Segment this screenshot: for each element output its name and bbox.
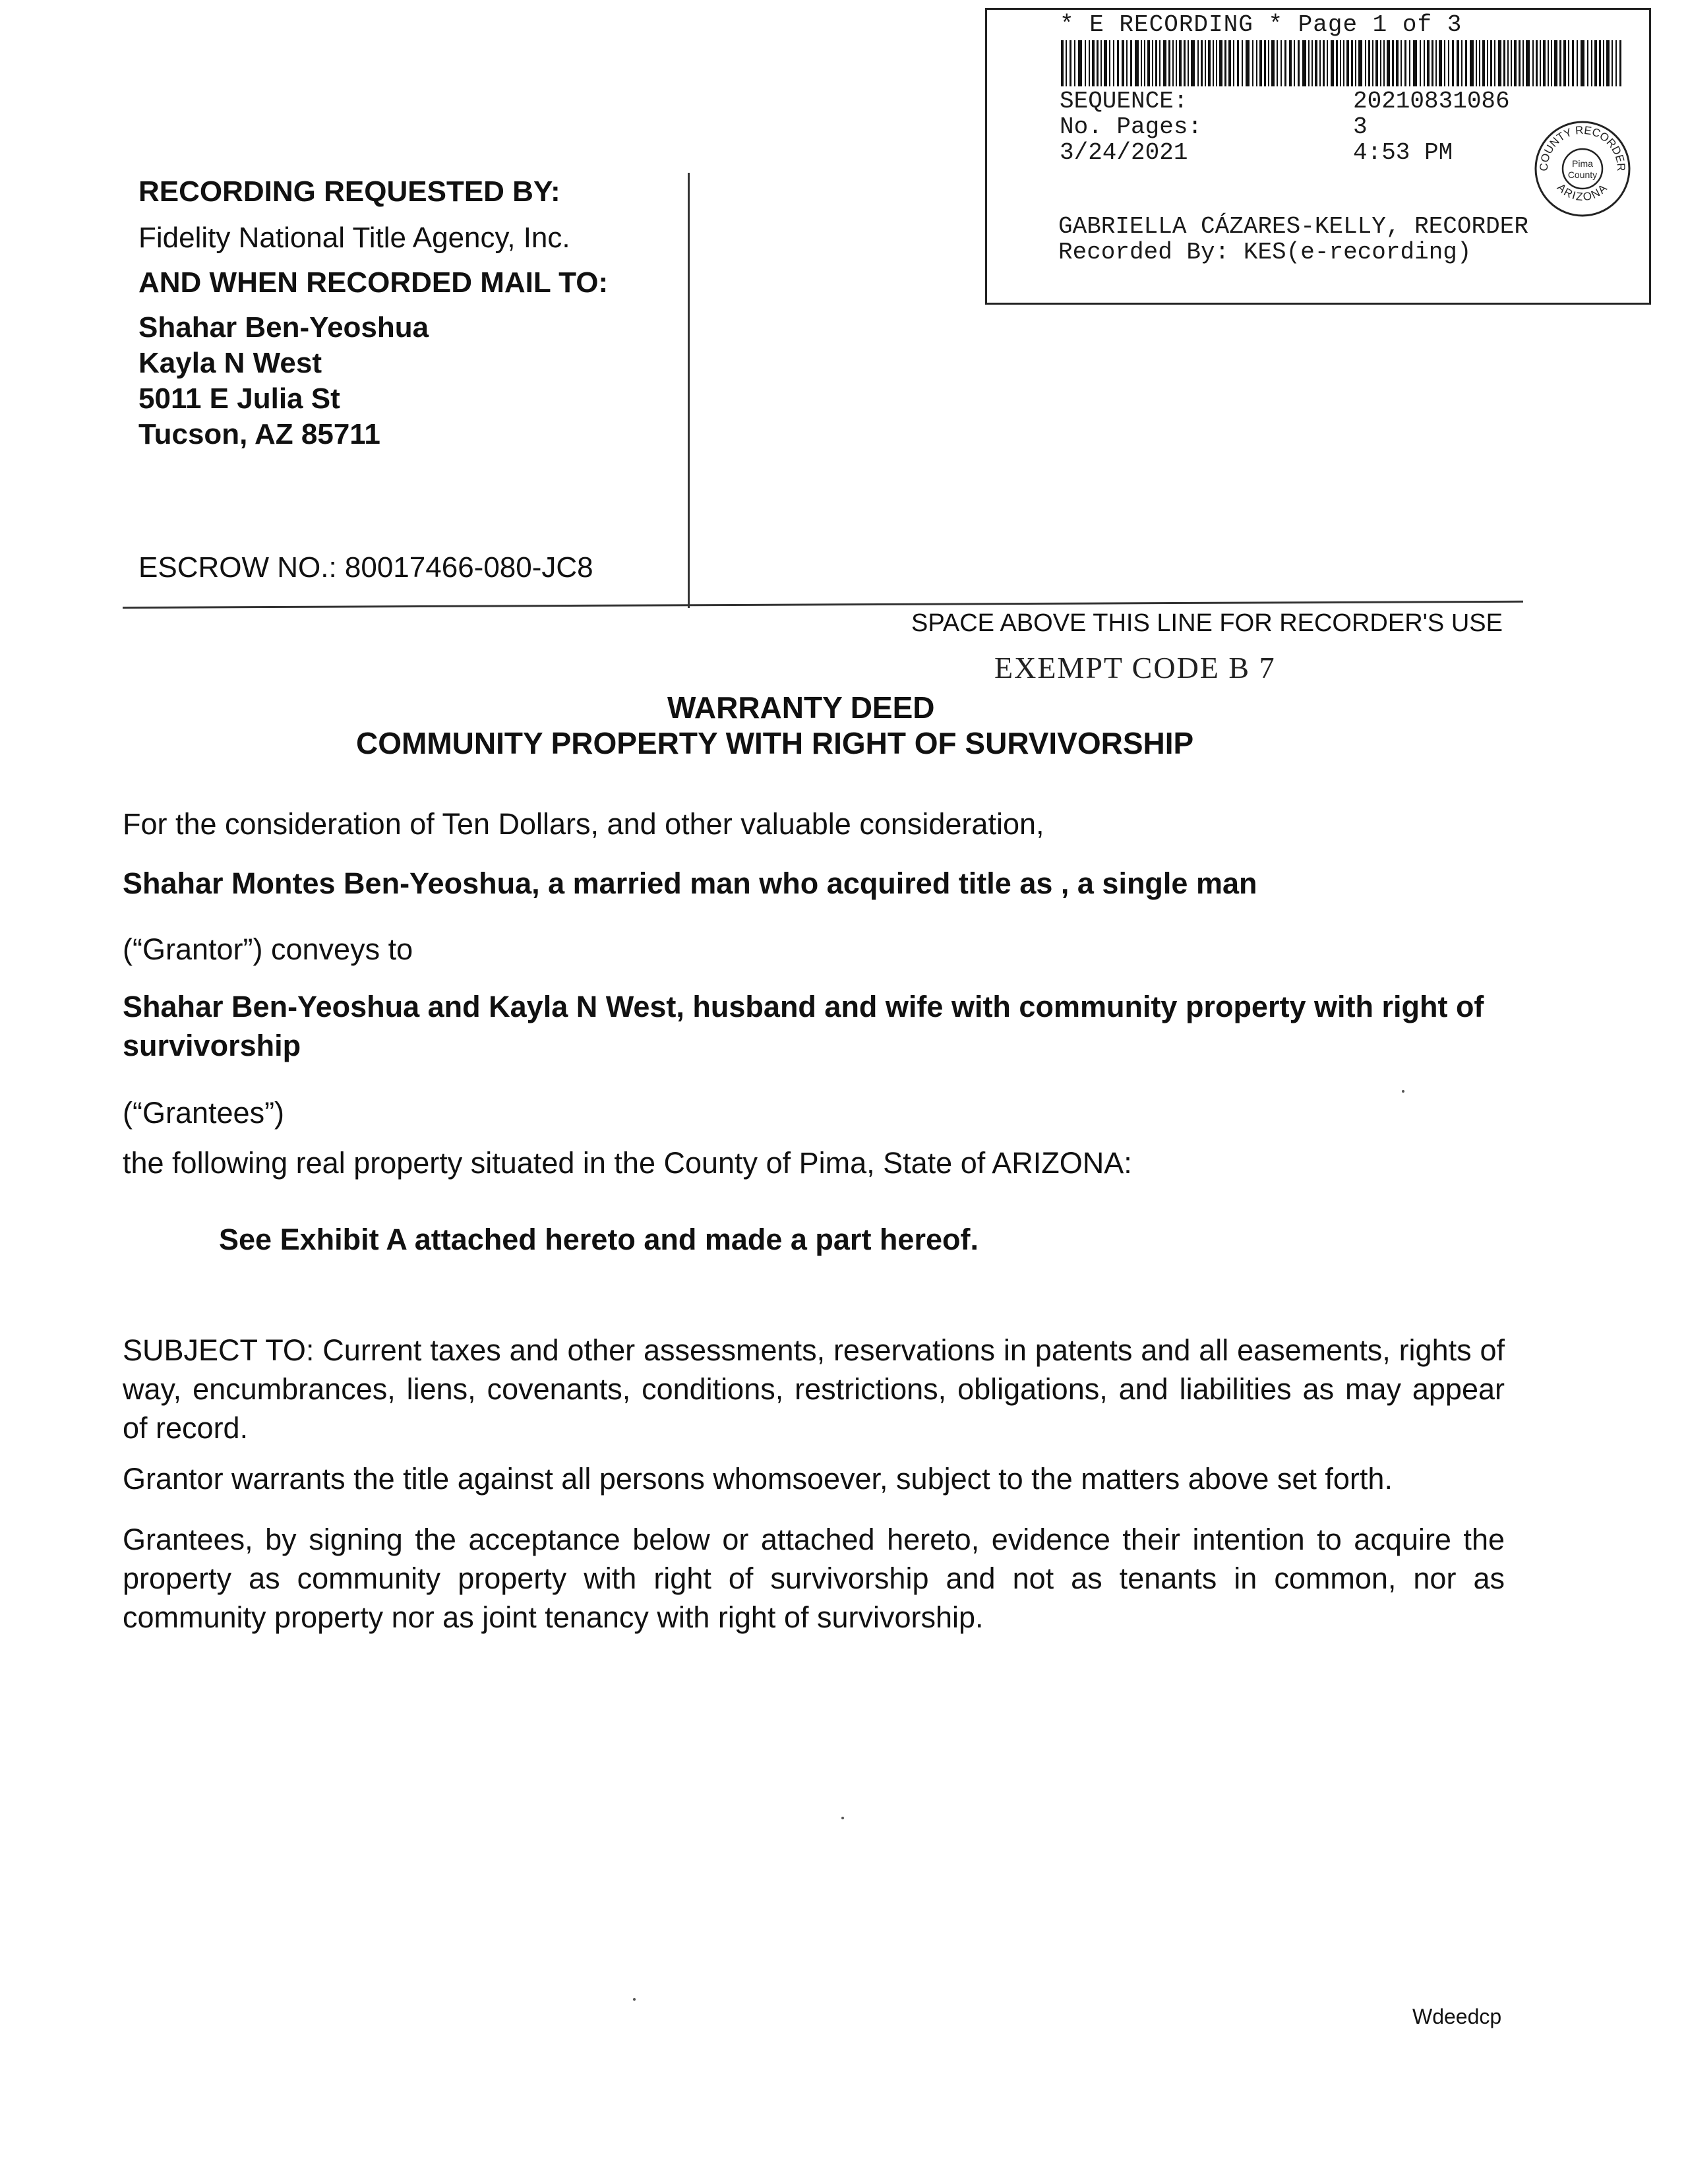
property-description: the following real property situated in the County of Pima, State of ARIZONA: [123, 1146, 1132, 1180]
grantees-intent-clause: Grantees, by signing the acceptance below or attached hereto, evidence their intention to acquire the property as community property with right of survivorship and not as tenants in common, nor as community property nor as joint tenancy with right of survivorship. [123, 1523, 1505, 1634]
vertical-divider [688, 173, 690, 608]
seal-center-line-2: County [1567, 169, 1598, 180]
mail-to-line: 5011 E Julia St [138, 382, 340, 415]
stamp-header: * E RECORDING * Page 1 of 3 [1060, 11, 1462, 38]
recorder-stamp [985, 8, 1651, 305]
grantees-name: Shahar Ben-Yeoshua and Kayla N West, husband and wife with community property with right of survivorship [123, 990, 1484, 1062]
warranty-clause: Grantor warrants the title against all persons whomsoever, subject to the matters above set forth. [123, 1462, 1393, 1496]
consideration-text: For the consideration of Ten Dollars, and other valuable consideration, [123, 807, 1044, 841]
exhibit-reference: See Exhibit A attached hereto and made a part hereof. [219, 1223, 979, 1256]
document-subtitle: COMMUNITY PROPERTY WITH RIGHT OF SURVIVORSHIP [356, 726, 1194, 760]
recording-date: 3/24/2021 [1060, 139, 1188, 166]
seal-bottom-text: ARIZONA [1554, 181, 1611, 204]
recorded-by: Recorded By: KES(e-recording) [1058, 239, 1472, 266]
escrow-number: ESCROW NO.: 80017466-080-JC8 [138, 551, 593, 584]
exempt-code: EXEMPT CODE B 7 [994, 651, 1276, 684]
scan-speck [633, 1998, 636, 2001]
grantor-conveys-text: (“Grantor”) conveys to [123, 932, 413, 966]
sequence-value: 20210831086 [1353, 88, 1510, 115]
seal-top-text: COUNTY RECORDER [1537, 123, 1628, 171]
barcode-image [1061, 40, 1621, 86]
recording-time: 4:53 PM [1353, 139, 1453, 166]
sequence-label: SEQUENCE: [1060, 88, 1188, 115]
form-code: Wdeedcp [1412, 2005, 1502, 2028]
recording-requested-by-label: RECORDING REQUESTED BY: [138, 175, 560, 208]
mail-to-line: Kayla N West [138, 347, 322, 379]
pages-label: No. Pages: [1060, 113, 1203, 140]
mail-to-line: Shahar Ben-Yeoshua [138, 311, 429, 344]
seal-center-line-1: Pima [1572, 158, 1593, 169]
svg-text:ARIZONA [1555, 181, 1610, 204]
grantor-name: Shahar Montes Ben-Yeoshua, a married man who acquired title as , a single man [123, 866, 1257, 900]
document-title: WARRANTY DEED [667, 690, 935, 725]
mail-to-line: Tucson, AZ 85711 [138, 418, 380, 450]
requested-by-company: Fidelity National Title Agency, Inc. [138, 222, 570, 254]
mail-to-address [138, 310, 429, 452]
recorder-space-divider [123, 601, 1523, 609]
pages-value: 3 [1353, 113, 1368, 140]
grantees-label: (“Grantees”) [123, 1096, 285, 1130]
subject-to-clause: SUBJECT TO: Current taxes and other assessments, reservations in patents and all easements, rights of way, encumbrances, liens, covenants, conditions, restrictions, obligations, and liabilities as may appear of record. [123, 1333, 1505, 1445]
recorder-name: GABRIELLA CÁZARES-KELLY, RECORDER [1058, 213, 1528, 240]
scan-speck [841, 1817, 844, 1819]
mail-to-label: AND WHEN RECORDED MAIL TO: [138, 266, 609, 299]
county-recorder-seal-icon [1533, 119, 1632, 218]
scan-speck [1402, 1090, 1404, 1093]
space-above-notice: SPACE ABOVE THIS LINE FOR RECORDER'S USE [911, 609, 1503, 637]
